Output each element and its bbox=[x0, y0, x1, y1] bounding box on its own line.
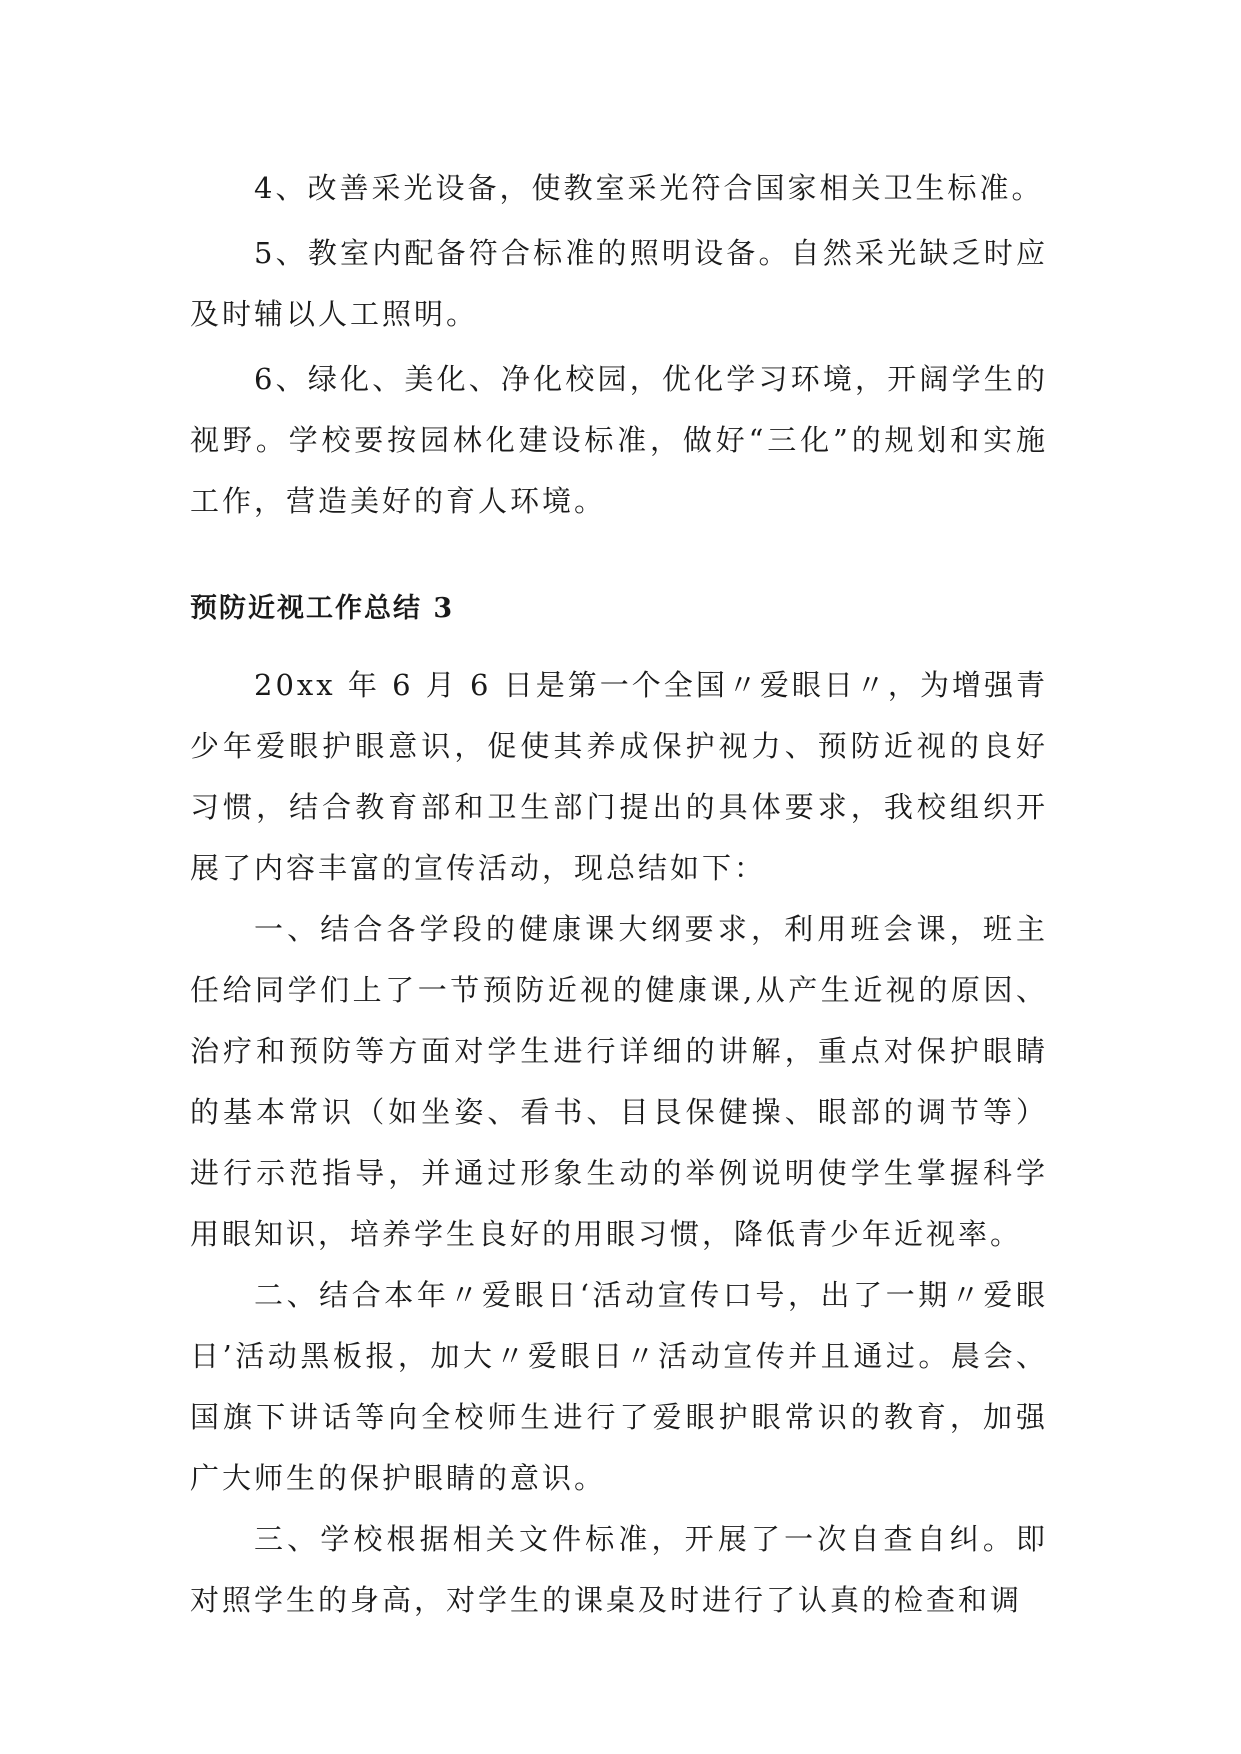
paragraph-point-3: 三、学校根据相关文件标准，开展了一次自查自纠。即对照学生的身高，对学生的课桌及时进行了认真的检查和调 bbox=[190, 1522, 1048, 1617]
paragraph-item-5: 5、教室内配备符合标准的照明设备。自然采光缺乏时应及时辅以人工照明。 bbox=[190, 236, 1048, 331]
paragraph-item-6: 6、绿化、美化、净化校园，优化学习环境，开阔学生的视野。学校要按园林化建设标准，做好“三化”的规划和实施工作，营造美好的育人环境。 bbox=[190, 362, 1048, 518]
document-page bbox=[190, 158, 1048, 1631]
section-heading: 预防近视工作总结 3 bbox=[190, 593, 455, 624]
paragraph-point-1: 一、结合各学段的健康课大纲要求，利用班会课，班主任给同学们上了一节预防近视的健康课,从产生近视的原因、治疗和预防等方面对学生进行详细的讲解，重点对保护眼睛的基本常识（如坐姿、看书、目艮保健操、眼部的调节等）进行示范指导，并通过形象生动的举例说明使学生掌握科学用眼知识，培养学生良好的用眼习惯，降低青少年近视率。 bbox=[190, 912, 1048, 1251]
paragraph-intro: 20xx 年 6 月 6 日是第一个全国〃爱眼日〃，为增强青少年爱眼护眼意识，促使其养成保护视力、预防近视的良好习惯，结合教育部和卫生部门提出的具体要求，我校组织开展了内容丰富的宣传活动，现总结如下： bbox=[190, 668, 1048, 885]
paragraph-point-2: 二、结合本年〃爱眼日‘活动宣传口号，出了一期〃爱眼日’活动黑板报，加大〃爱眼日〃活动宣传并且通过。晨会、国旗下讲话等向全校师生进行了爱眼护眼常识的教育，加强广大师生的保护眼睛的意识。 bbox=[190, 1278, 1048, 1495]
paragraph-item-4: 4、改善采光设备，使教室采光符合国家相关卫生标准。 bbox=[254, 171, 1044, 205]
